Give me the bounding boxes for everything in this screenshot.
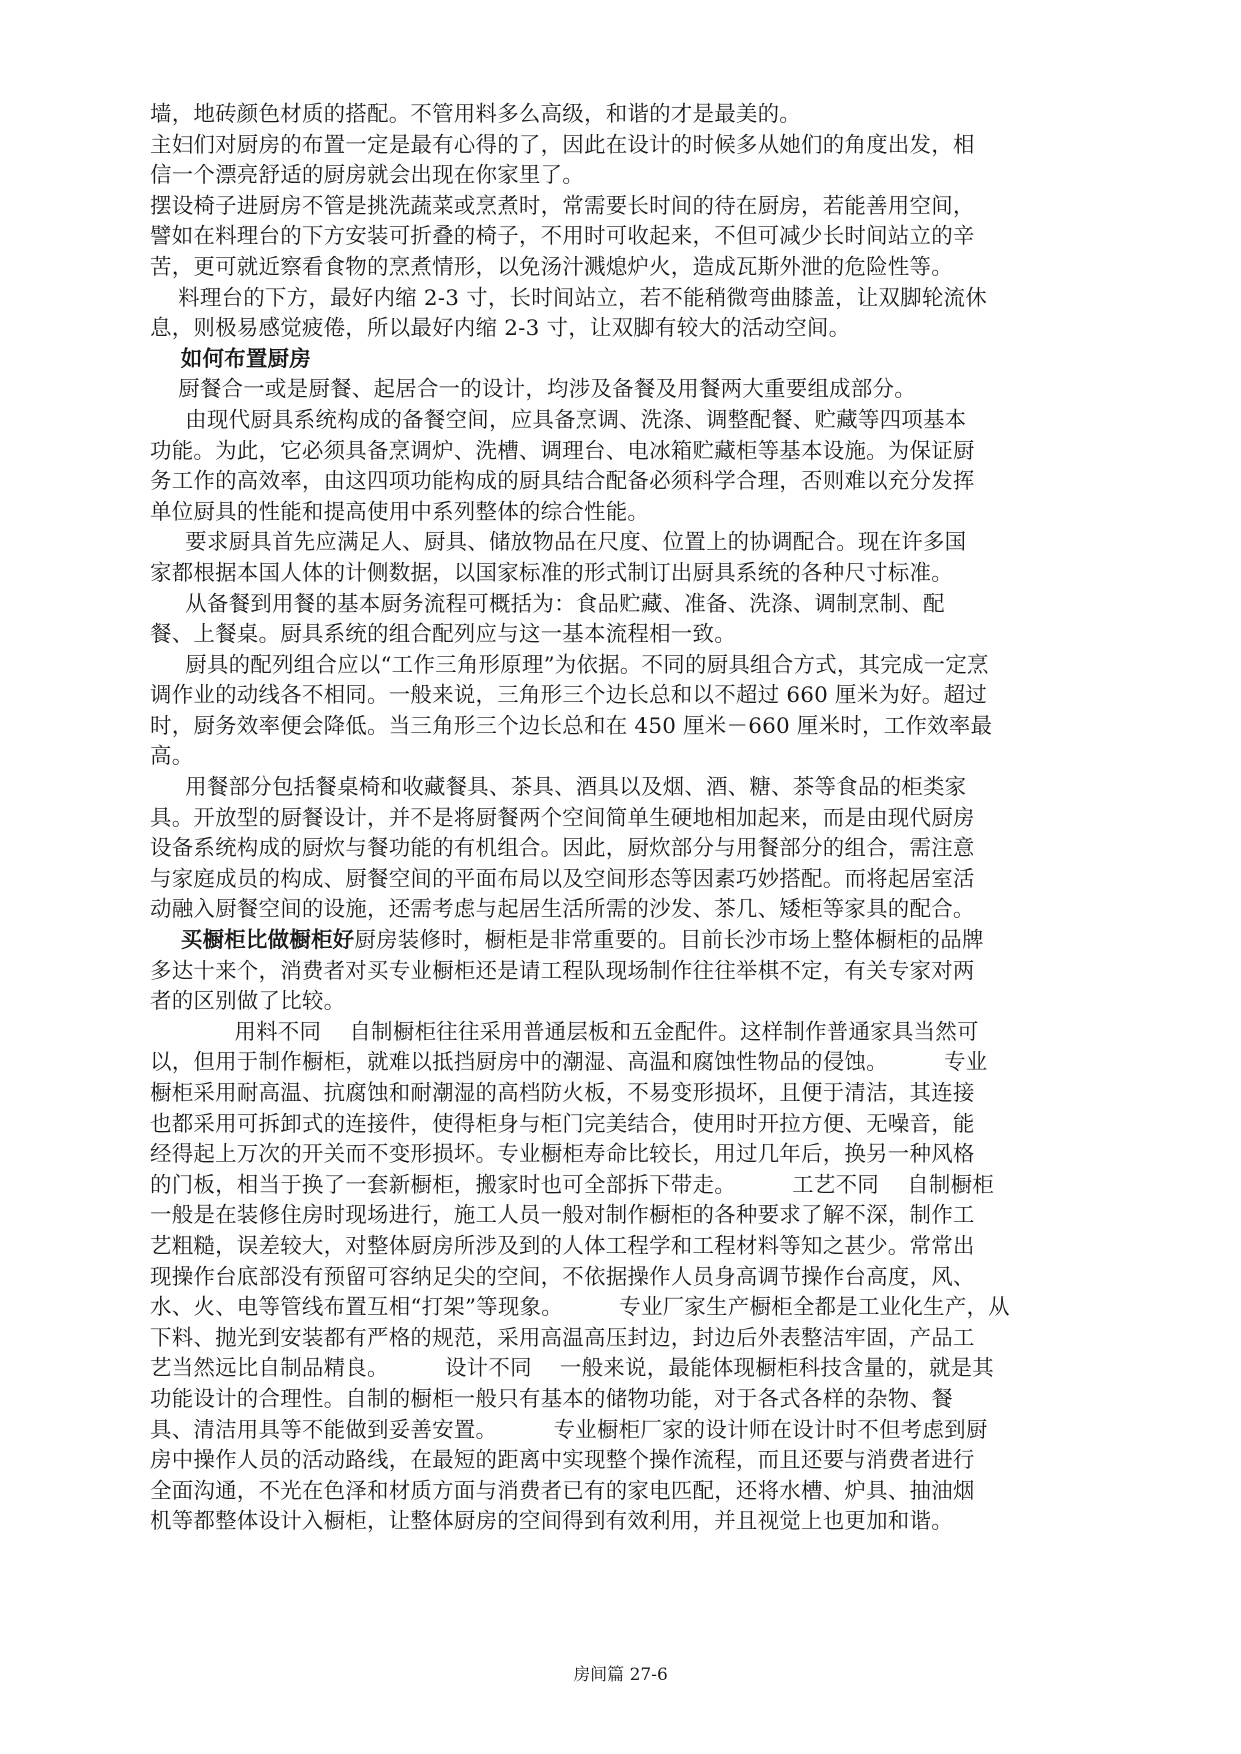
text-line: 水、火、电等管线布置互相“打架”等现象。 专业厂家生产橱柜全都是工业化生产，从 (150, 1295, 1010, 1321)
text-line: 用餐部分包括餐桌椅和收藏餐具、茶具、酒具以及烟、酒、糖、茶等食品的柜类家 (150, 775, 967, 801)
text-line: 由现代厨具系统构成的备餐空间，应具备烹调、洗涤、调整配餐、贮藏等四项基本 (150, 407, 967, 433)
text-line: 从备餐到用餐的基本厨务流程可概括为：食品贮藏、准备、洗涤、调制烹制、配 (150, 591, 945, 617)
text-line: 时，厨务效率便会降低。当三角形三个边长总和在 450 厘米－660 厘米时，工作效率最 (150, 713, 993, 739)
document-body (150, 100, 1118, 1569)
text-line: 高。 (150, 744, 194, 770)
text-line: 机等都整体设计入橱柜，让整体厨房的空间得到有效利用，并且视觉上也更加和谐。 (150, 1509, 953, 1535)
text-line: 要求厨具首先应满足人、厨具、储放物品在尺度、位置上的协调配合。现在许多国 (150, 530, 967, 556)
text-line: 功能设计的合理性。自制的橱柜一般只有基本的储物功能，对于各式各样的杂物、餐 (150, 1386, 953, 1412)
text-line: 的门板，相当于换了一套新橱柜，搬家时也可全部拆下带走。 工艺不同 自制橱柜 (150, 1172, 994, 1198)
text-line: 具、清洁用具等不能做到妥善安置。 专业橱柜厂家的设计师在设计时不但考虑到厨 (150, 1417, 988, 1443)
text-line: 者的区别做了比较。 (150, 989, 346, 1015)
text-line: 务工作的高效率，由这四项功能构成的厨具结合配备必须科学合理，否则难以充分发挥 (150, 469, 975, 495)
text-line: 具。开放型的厨餐设计，并不是将厨餐两个空间简单生硬地相加起来，而是由现代厨房 (150, 805, 975, 831)
text-line: 苦，更可就近察看食物的烹煮情形，以免汤汁溅熄炉火，造成瓦斯外泄的危险性等。 (150, 254, 953, 280)
text-line: 料理台的下方，最好内缩 2-3 寸，长时间站立，若不能稍微弯曲膝盖，让双脚轮流休 (150, 285, 987, 311)
text-line: 厨具的配列组合应以“工作三角形原理”为依据。不同的厨具组合方式，其完成一定烹 (150, 652, 989, 678)
text-line: 艺粗糙，误差较大，对整体厨房所涉及到的人体工程学和工程材料等知之甚少。常常出 (150, 1233, 975, 1259)
text-line: 经得起上万次的开关而不变形损坏。专业橱柜寿命比较长，用过几年后，换另一种风格 (150, 1142, 975, 1168)
text-line: 调作业的动线各不相同。一般来说，三角形三个边长总和以不超过 660 厘米为好。超过 (150, 683, 987, 709)
section-heading-buy-cabinet: 买橱柜比做橱柜好 (150, 928, 355, 954)
text-line: 全面沟通，不光在色泽和材质方面与消费者已有的家电匹配，还将水槽、炉具、抽油烟 (150, 1478, 975, 1504)
text-line: 信一个漂亮舒适的厨房就会出现在你家里了。 (150, 163, 585, 189)
text-line: 设备系统构成的厨炊与餐功能的有机组合。因此，厨炊部分与用餐部分的组合，需注意 (150, 836, 975, 862)
text-span: 厨房装修时，橱柜是非常重要的。目前长沙市场上整体橱柜的品牌 (354, 928, 984, 954)
text-line: 现操作台底部没有预留可容纳足尖的空间，不依据操作人员身高调节操作台高度，风、 (150, 1264, 975, 1290)
text-line: 橱柜采用耐高温、抗腐蚀和耐潮湿的高档防火板，不易变形损坏，且便于清洁，其连接 (150, 1081, 975, 1106)
text-line: 下料、抛光到安装都有严格的规范，采用高温高压封边，封边后外表整洁牢固，产品工 (150, 1325, 975, 1351)
text-line: 功能。为此，它必须具备烹调炉、洗槽、调理台、电冰箱贮藏柜等基本设施。为保证厨 (150, 438, 975, 464)
text-line: 摆设椅子进厨房不管是挑洗蔬菜或烹煮时，常需要长时间的待在厨房，若能善用空间， (150, 193, 975, 219)
text-line: 餐、上餐桌。厨具系统的组合配列应与这一基本流程相一致。 (150, 622, 736, 648)
text-line: 譬如在料理台的下方安装可折叠的椅子，不用时可收起来，不但可减少长时间站立的辛 (150, 224, 975, 250)
text-line: 多达十来个，消费者对买专业橱柜还是请工程队现场制作往往举棋不定，有关专家对两 (150, 958, 975, 984)
text-line: 房中操作人员的活动路线，在最短的距离中实现整个操作流程，而且还要与消费者进行 (150, 1448, 975, 1474)
page-footer: 房间篇 27-6 (573, 1665, 668, 1685)
text-line: 以，但用于制作橱柜，就难以抵挡厨房中的潮湿、高温和腐蚀性物品的侵蚀。 专业 (150, 1050, 988, 1076)
text-line: 主妇们对厨房的布置一定是最有心得的了，因此在设计的时候多从她们的角度出发，相 (150, 132, 975, 158)
text-line: 单位厨具的性能和提高使用中系列整体的综合性能。 (150, 499, 650, 525)
section-heading-kitchen-layout: 如何布置厨房 (150, 346, 311, 372)
text-line-buy-cabinet (150, 926, 1118, 957)
text-line: 厨餐合一或是厨餐、起居合一的设计，均涉及备餐及用餐两大重要组成部分。 (150, 377, 916, 403)
text-line: 与家庭成员的构成、厨餐空间的平面布局以及空间形态等因素巧妙搭配。而将起居室活 (150, 866, 975, 892)
text-line: 用料不同 自制橱柜往往采用普通层板和五金配件。这样制作普通家具当然可 (150, 1019, 979, 1045)
text-line: 艺当然远比自制品精良。 设计不同 一般来说，最能体现橱柜科技含量的，就是其 (150, 1356, 994, 1382)
text-line: 家都根据本国人体的计侧数据，以国家标准的形式制订出厨具系统的各种尺寸标准。 (150, 560, 953, 586)
text-line: 息，则极易感觉疲倦，所以最好内缩 2-3 寸，让双脚有较大的活动空间。 (150, 316, 851, 342)
text-line: 动融入厨餐空间的设施，还需考虑与起居生活所需的沙发、茶几、矮柜等家具的配合。 (150, 897, 975, 923)
text-line: 也都采用可拆卸式的连接件，使得柜身与柜门完美结合，使用时开拉方便、无噪音，能 (150, 1111, 975, 1137)
text-line: 墙，地砖颜色材质的搭配。不管用料多么高级，和谐的才是最美的。 (150, 102, 802, 127)
text-line (150, 1538, 1118, 1569)
text-line: 一般是在装修住房时现场进行，施工人员一般对制作橱柜的各种要求了解不深，制作工 (150, 1203, 975, 1229)
